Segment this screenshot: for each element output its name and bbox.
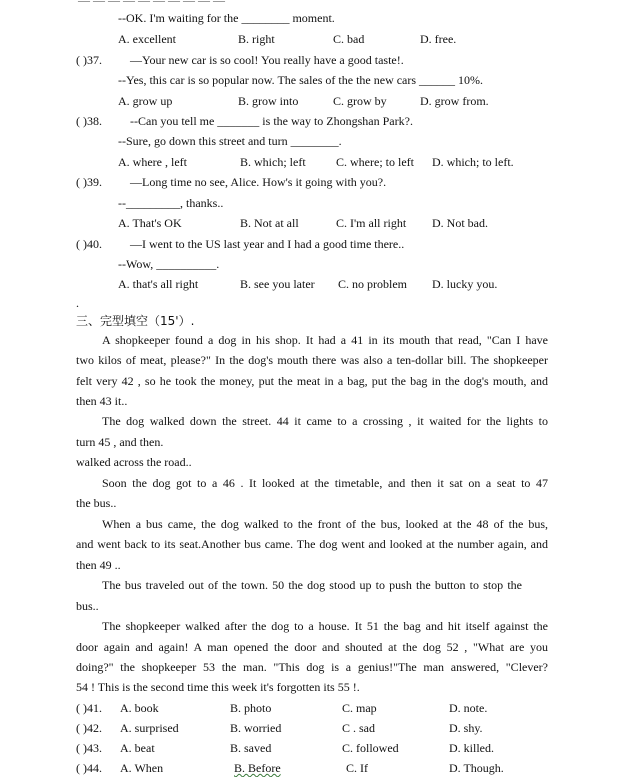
passage-p6-line2: door again and again! A man opened the door and shouted at the dog 52 , "What are you (76, 640, 548, 654)
q40-number: ( )40. (76, 237, 102, 251)
q44-number: ( )44. (76, 761, 102, 775)
q42-option-b: B. worried (230, 721, 282, 735)
q41-option-d: D. note. (449, 701, 488, 715)
q44-option-d: D. Though. (449, 761, 504, 775)
passage-p2-line2: turn 45 , and then. (76, 435, 164, 449)
q36-option-a: A. excellent (118, 32, 176, 46)
q39-option-a: A. That's OK (118, 216, 182, 230)
q39-reply: --_________, thanks.. (118, 196, 224, 210)
passage-p4-line1: When a bus came, the dog walked to the front of the bus, looked at the 48 of the bus, (102, 517, 548, 531)
q43-option-d: D. killed. (449, 741, 494, 755)
passage-p2-line3: walked across the road.. (76, 455, 192, 469)
q40-reply: --Wow, __________. (118, 257, 220, 271)
cutoff-line: — — — — — — — — — — (78, 0, 225, 7)
q36-line: --OK. I'm waiting for the ________ moment. (118, 11, 335, 25)
q36-option-b: B. right (238, 32, 275, 46)
q38-option-b: B. which; left (240, 155, 306, 169)
q36-option-c: C. bad (333, 32, 365, 46)
q37-reply: --Yes, this car is so popular now. The sales of the the new cars ______ 10%. (118, 73, 484, 87)
q40-option-d: D. lucky you. (432, 277, 498, 291)
q38-stem: --Can you tell me _______ is the way to Zhongshan Park?. (130, 114, 413, 128)
q37-option-c: C. grow by (333, 94, 387, 108)
q37-option-d: D. grow from. (420, 94, 489, 108)
q41-option-a: A. book (120, 701, 159, 715)
q43-option-a: A. beat (120, 741, 155, 755)
q39-stem: —Long time no see, Alice. How's it going with you?. (130, 175, 387, 189)
q39-option-c: C. I'm all right (336, 216, 407, 230)
passage-p1-line2: two kilos of meat, please?" In the dog's mouth there was also a ten-dollar bill. The shopkeeper (76, 353, 548, 367)
passage-p5-line1: The bus traveled out of the town. 50 the dog stood up to push the button to stop the (102, 578, 522, 592)
q43-option-c: C. followed (342, 741, 399, 755)
q42-option-a: A. surprised (120, 721, 179, 735)
passage-p4-line3: then 49 .. (76, 558, 121, 572)
passage-p3-line1: Soon the dog got to a 46 . It looked at the timetable, and then it sat on a seat to 47 (102, 476, 548, 490)
q42-number: ( )42. (76, 721, 102, 735)
passage-p3-line2: the bus.. (76, 496, 117, 510)
q41-number: ( )41. (76, 701, 102, 715)
q43-number: ( )43. (76, 741, 102, 755)
q44-option-b: B. Before (234, 761, 281, 775)
q40-stem: —I went to the US last year and I had a good time there.. (130, 237, 405, 251)
q39-option-d: D. Not bad. (432, 216, 488, 230)
passage-p1-line3: felt very 42 , so he took the money, put the meat in a bag, put the bag in the dog's mouth, and (76, 374, 548, 388)
q44-option-c: C. If (346, 761, 368, 775)
q41-option-c: C. map (342, 701, 377, 715)
q40-option-a: A. that's all right (118, 277, 199, 291)
passage-p6-line4: 54 ! This is the second time this week it's forgotten its 55 !. (76, 680, 360, 694)
q44-option-a: A. When (120, 761, 164, 775)
q43-option-b: B. saved (230, 741, 272, 755)
q38-option-d: D. which; to left. (432, 155, 514, 169)
q37-number: ( )37. (76, 53, 102, 67)
q38-reply: --Sure, go down this street and turn ________. (118, 134, 342, 148)
q41-option-b: B. photo (230, 701, 272, 715)
passage-p6-line1: The shopkeeper walked after the dog to a house. It 51 the bag and hit itself against the (102, 619, 548, 633)
passage-p4-line2: and went back to its seat.Another bus came. The dog went and looked at the number again, and (76, 537, 548, 551)
passage-p5-line2: bus.. (76, 599, 99, 613)
passage-p6-line3: doing?" the shopkeeper 53 the man. "This dog is a genius!"The man answered, "Clever? (76, 660, 548, 674)
q38-option-c: C. where; to left (336, 155, 414, 169)
paragraph-mark: . (76, 296, 79, 310)
q37-option-a: A. grow up (118, 94, 173, 108)
q37-stem: —Your new car is so cool! You really have a good taste!. (130, 53, 404, 67)
section-title: 三、完型填空（15'）. (76, 314, 195, 328)
q39-number: ( )39. (76, 175, 102, 189)
passage-p1-line4: then 43 it.. (76, 394, 128, 408)
q42-option-d: D. shy. (449, 721, 483, 735)
q40-option-b: B. see you later (240, 277, 315, 291)
q40-option-c: C. no problem (338, 277, 407, 291)
q42-option-c: C . sad (342, 721, 375, 735)
passage-p1-line1: A shopkeeper found a dog in his shop. It had a 41 in its mouth that read, "Can I have (102, 333, 548, 347)
q37-option-b: B. grow into (238, 94, 299, 108)
passage-p2-line1: The dog walked down the street. 44 it came to a crossing , it waited for the lights to (102, 414, 548, 428)
q38-option-a: A. where , left (118, 155, 187, 169)
q38-number: ( )38. (76, 114, 102, 128)
q39-option-b: B. Not at all (240, 216, 299, 230)
q36-option-d: D. free. (420, 32, 457, 46)
